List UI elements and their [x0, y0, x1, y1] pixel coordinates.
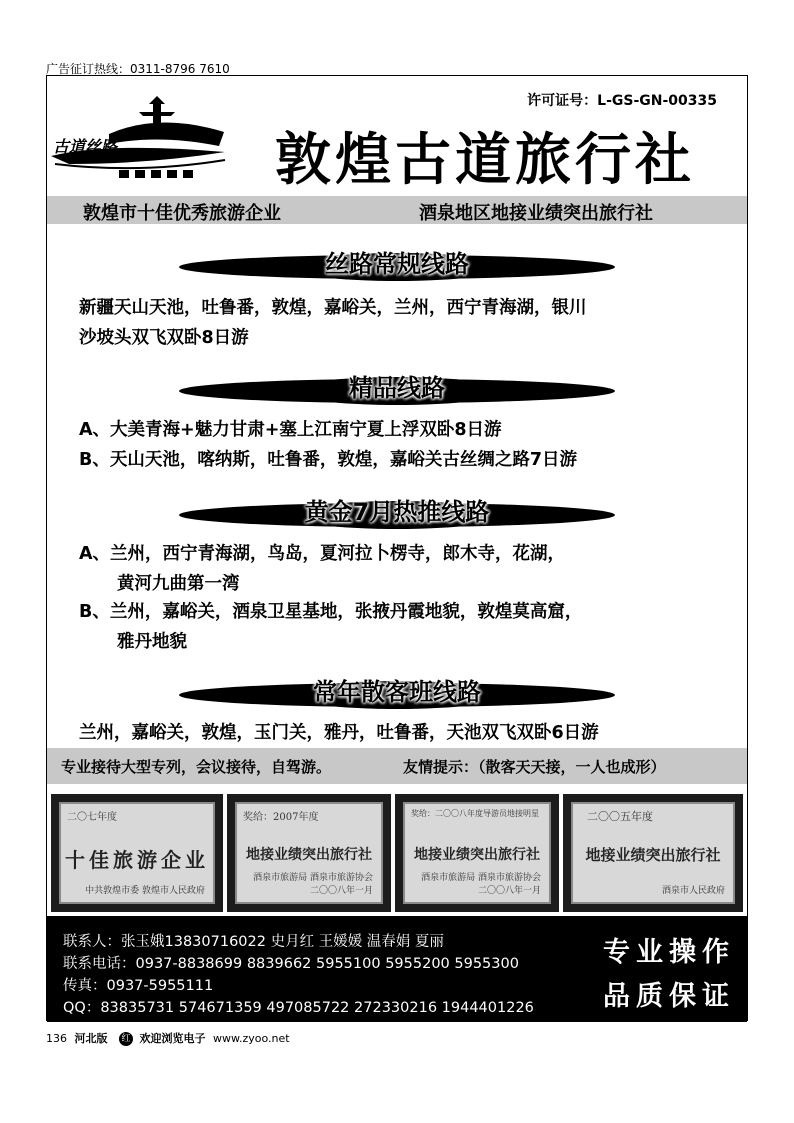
company-name: 敦煌古道旅行社 — [275, 127, 695, 193]
license-number: 许可证号：L-GS-GN-00335 — [527, 93, 717, 109]
ad-hotline: 广告征订热线：0311-8796 7610 — [46, 62, 230, 76]
plaque-title: 地接业绩突出旅行社 — [414, 847, 540, 863]
contact-people: 联系人：张玉娥13830716022 史月红 王媛媛 温春娟 夏丽 — [63, 934, 444, 950]
route-line: 兰州，嘉峪关，敦煌，玉门关，雅丹，吐鲁番，天池双飞双卧6日游 — [79, 723, 599, 743]
plaque-bottom: 中共敦煌市委 敦煌市人民政府 — [85, 886, 205, 896]
plaque-top: 二〇七年度 — [67, 812, 117, 823]
section-header — [177, 670, 617, 710]
award-bar — [47, 196, 747, 224]
route-line: 新疆天山天池，吐鲁番，敦煌，嘉峪关，兰州，西宁青海湖，银川 — [79, 298, 587, 318]
footer-url[interactable]: www.zyoo.net — [213, 1032, 290, 1045]
contact-qq: QQ：83835731 574671359 497085722 272330216 1944401226 — [63, 1000, 534, 1016]
plaque-top: 二〇〇五年度 — [587, 810, 653, 823]
plaque-title: 十佳旅游企业 — [65, 848, 209, 872]
plaque-title: 地接业绩突出旅行社 — [585, 846, 721, 864]
plaque-bottom: 酒泉市旅游局 酒泉市旅游协会 二〇〇八年一月 — [421, 873, 541, 896]
route-line: 沙坡头双飞双卧8日游 — [79, 328, 249, 348]
page-number: 136 — [46, 1032, 67, 1045]
contact-block — [47, 916, 747, 1022]
route-line: A、兰州，西宁青海湖，鸟岛，夏河拉卜楞寺，郎木寺，花湖， — [79, 544, 566, 564]
plaque-top: 奖给：二〇〇八年度导游员地接明星 — [411, 809, 539, 818]
notice-services: 专业接待大型专列，会议接待，自驾游。 — [61, 758, 332, 776]
section-header — [177, 366, 617, 406]
slogan-professional: 专业操作 — [603, 937, 735, 968]
ad-frame — [46, 75, 748, 1021]
brand-badge-icon: 红 — [119, 1032, 133, 1046]
notice-tip: 友情提示：（散客天天接，一人也成形） — [403, 758, 666, 776]
plaque-bottom: 酒泉市旅游局 酒泉市旅游协会 二〇〇八年一月 — [253, 873, 373, 896]
section-title: 丝路常规线路 — [325, 250, 469, 278]
edition-label: 河北版 — [74, 1032, 108, 1045]
award-1: 敦煌市十佳优秀旅游企业 — [83, 203, 281, 224]
slogan-quality: 品质保证 — [603, 981, 735, 1012]
award-plaque — [51, 794, 223, 912]
route-line: 雅丹地貌 — [117, 632, 187, 652]
plaque-title: 地接业绩突出旅行社 — [246, 847, 372, 863]
route-line: A、大美青海+魅力甘肃+塞上江南宁夏上浮双卧8日游 — [79, 420, 502, 440]
notice-bar — [47, 748, 747, 784]
footer-text: 欢迎浏览电子 — [139, 1032, 206, 1045]
company-logo — [49, 94, 229, 186]
award-photos — [47, 788, 747, 918]
page-footer — [46, 1030, 290, 1046]
contact-fax: 传真：0937-5955111 — [63, 978, 214, 994]
section-title: 常年散客班线路 — [313, 678, 481, 706]
contact-phone: 联系电话：0937-8838699 8839662 5955100 5955200 5955300 — [63, 956, 519, 972]
section-title: 黄金7月热推线路 — [304, 498, 490, 526]
route-line: B、兰州，嘉峪关，酒泉卫星基地，张掖丹霞地貌，敦煌莫高窟， — [79, 602, 583, 622]
award-plaque — [563, 794, 743, 912]
plaque-top: 奖给：2007年度 — [243, 812, 319, 823]
award-plaque — [227, 794, 391, 912]
route-line: 黄河九曲第一湾 — [117, 574, 240, 594]
section-title: 精品线路 — [349, 374, 445, 402]
plaque-bottom: 酒泉市人民政府 — [661, 886, 725, 896]
route-line: B、天山天池，喀纳斯，吐鲁番，敦煌，嘉峪关古丝绸之路7日游 — [79, 450, 578, 470]
section-header — [177, 490, 617, 530]
award-2: 酒泉地区地接业绩突出旅行社 — [419, 203, 653, 224]
award-plaque — [395, 794, 559, 912]
section-header — [177, 242, 617, 282]
logo-text: 古道丝路 — [53, 137, 118, 156]
